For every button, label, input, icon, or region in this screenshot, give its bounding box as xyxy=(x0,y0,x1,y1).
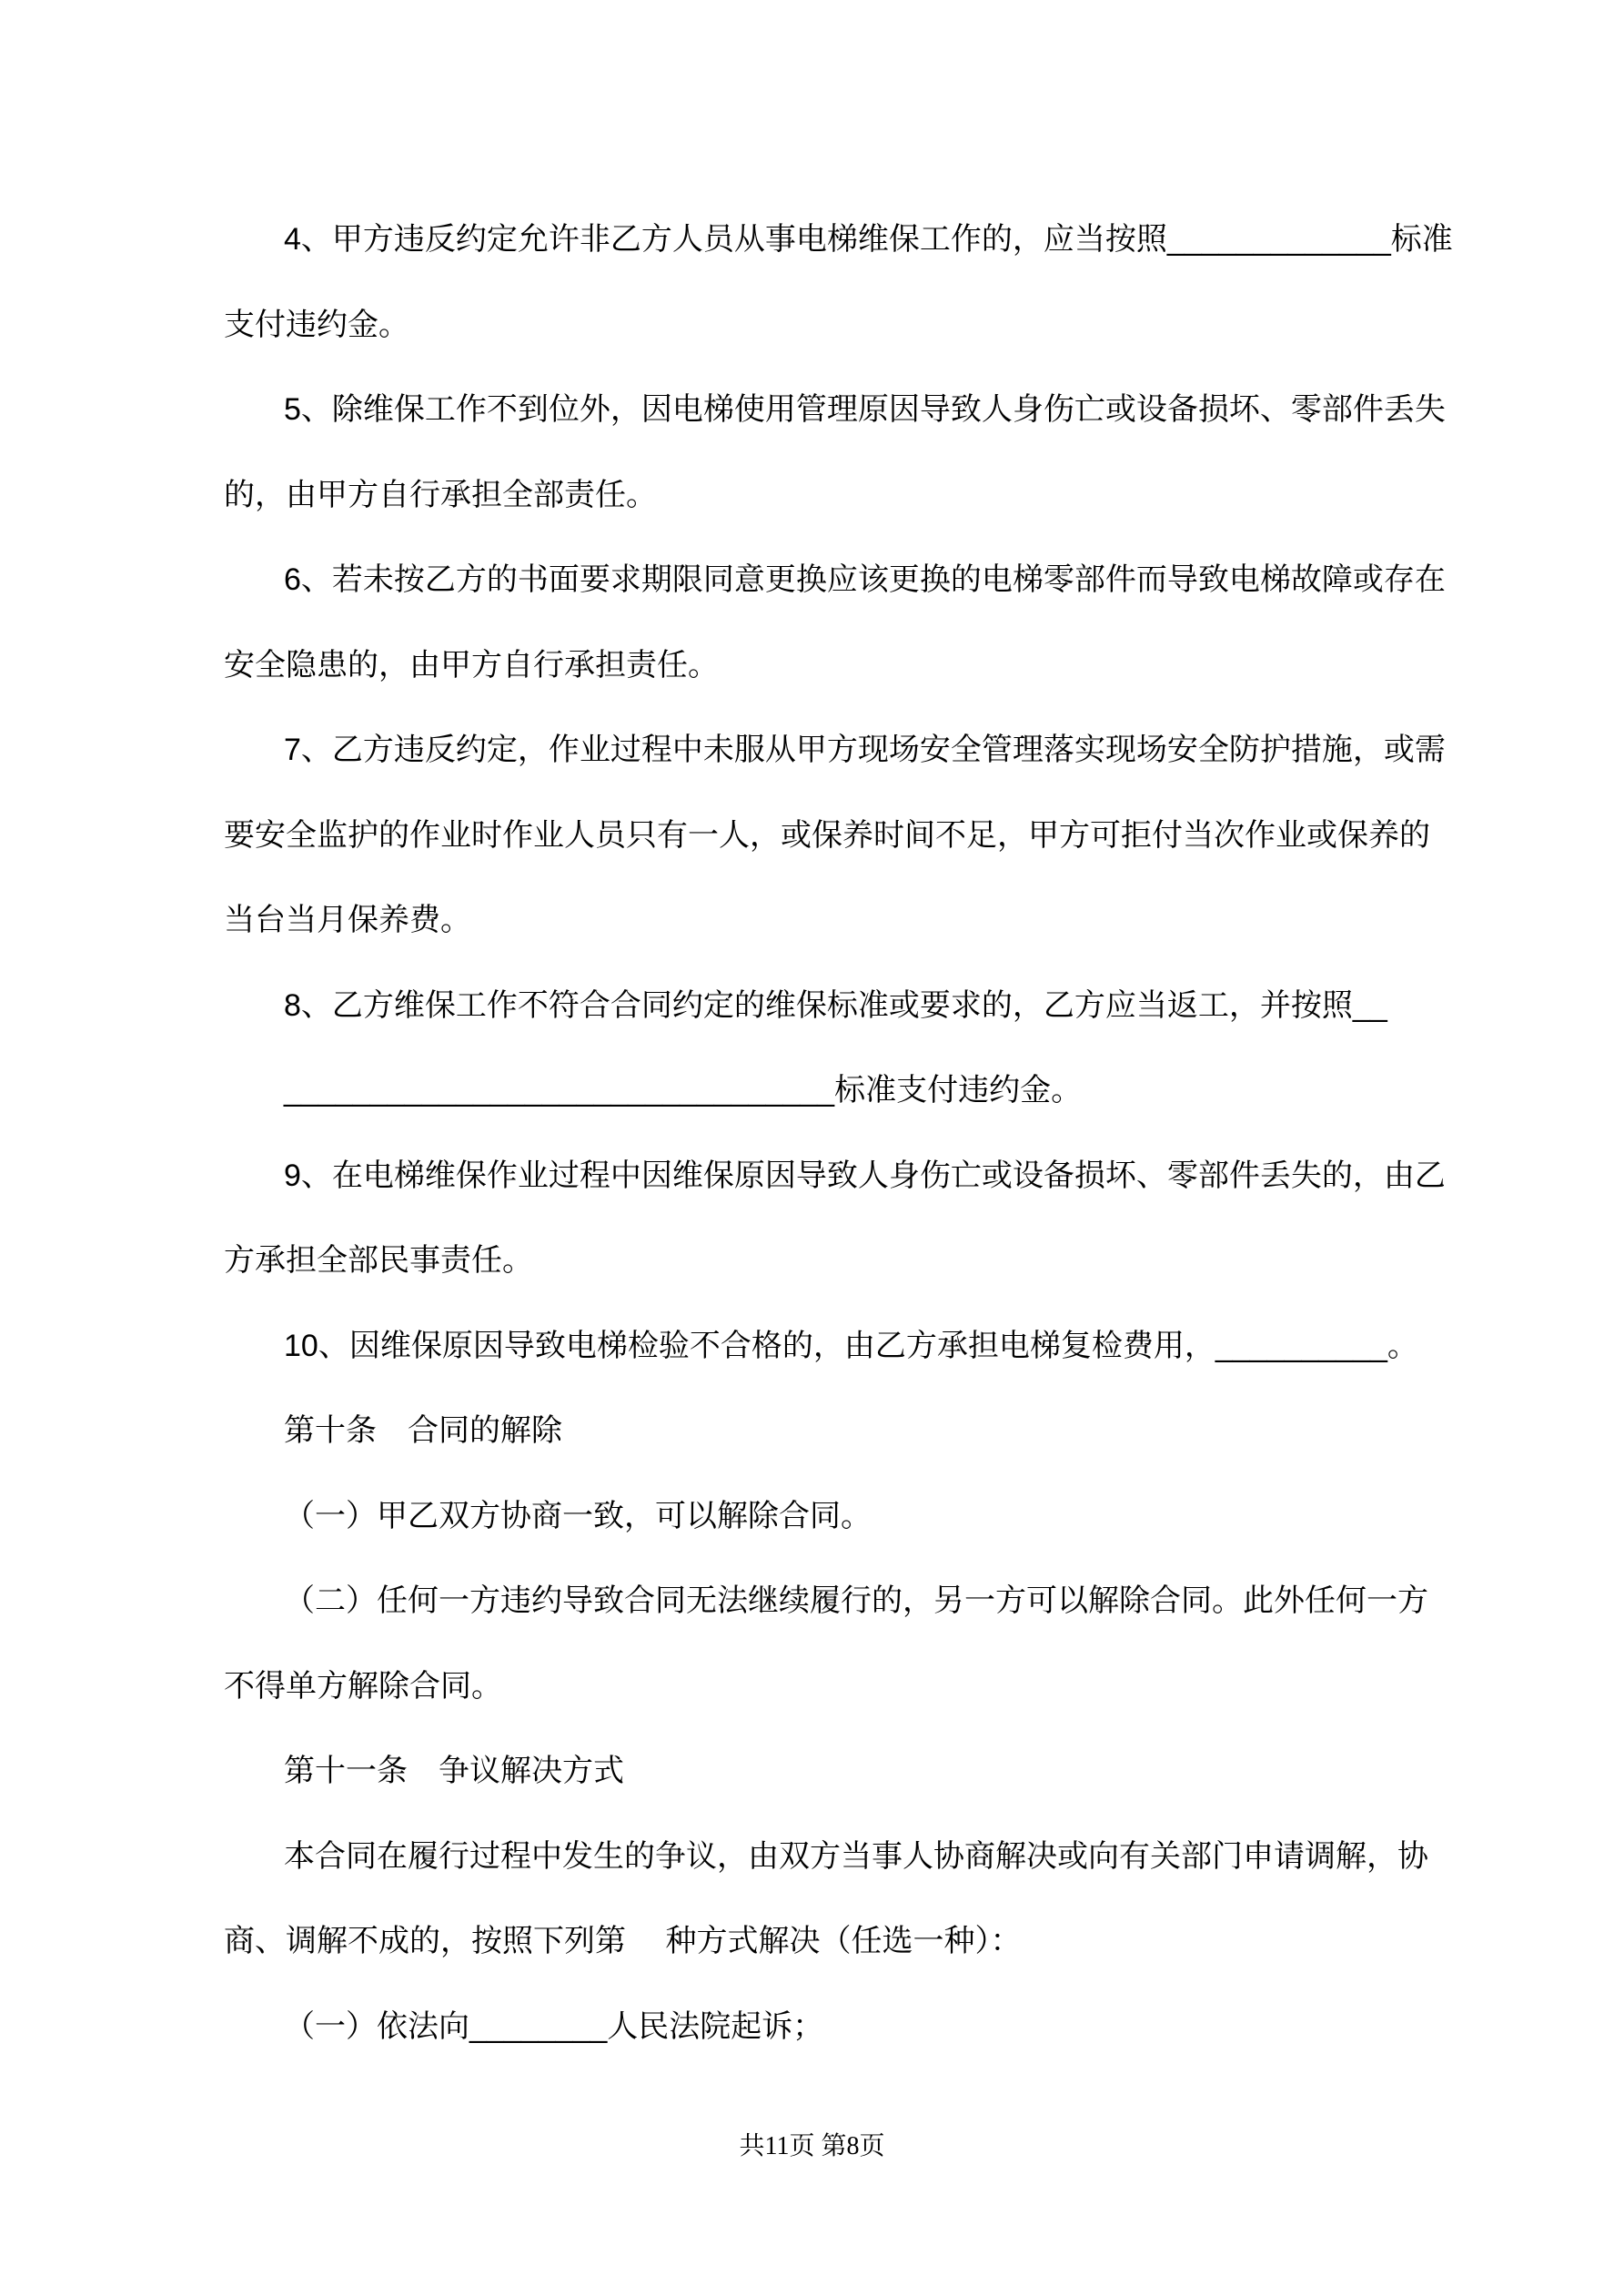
text-line: 支付违约金。 xyxy=(224,307,409,342)
page-footer: 共11页 第8页 xyxy=(739,2132,885,2160)
text-line: 的，由甲方自行承担全部责任。 xyxy=(224,477,657,512)
text-line: 不得单方解除合同。 xyxy=(224,1668,502,1704)
text-line: 6、若未按乙方的书面要求期限同意更换应该更换的电梯零部件而导致电梯故障或存在 xyxy=(284,562,1446,597)
text-line: ________________________________标准支付违约金。 xyxy=(284,1073,1083,1108)
text-line: 商、调解不成的，按照下列第 种方式解决（任选一种）： xyxy=(224,1924,1022,1958)
text-line: 当台当月保养费。 xyxy=(224,903,471,937)
text-line: （二）任何一方违约导致合同无法继续履行的，另一方可以解除合同。此外任何一方 xyxy=(284,1583,1428,1618)
text-line: （一）甲乙双方协商一致，可以解除合同。 xyxy=(284,1498,872,1533)
text-line: 要安全监护的作业时作业人员只有一人，或保养时间不足，甲方可拒付当次作业或保养的 xyxy=(224,817,1430,853)
text-line: 8、乙方维保工作不符合合同约定的维保标准或要求的，乙方应当返工，并按照__ xyxy=(284,987,1387,1023)
text-line: 方承担全部民事责任。 xyxy=(224,1243,533,1278)
text-line: 第十条 合同的解除 xyxy=(284,1413,562,1448)
text-line: 10、因维保原因导致电梯检验不合格的，由乙方承担电梯复检费用，__________。 xyxy=(284,1328,1418,1363)
text-line: 4、甲方违反约定允许非乙方人员从事电梯维保工作的，应当按照_____________标准 xyxy=(284,222,1453,257)
text-line: 本合同在履行过程中发生的争议，由双方当事人协商解决或向有关部门申请调解，协 xyxy=(284,1838,1428,1874)
text-line: 5、除维保工作不到位外，因电梯使用管理原因导致人身伤亡或设备损坏、零部件丢失 xyxy=(284,392,1446,427)
text-line: （一）依法向________人民法院起诉； xyxy=(284,2008,824,2044)
text-line: 第十一条 争议解决方式 xyxy=(284,1754,624,1788)
text-line: 7、乙方违反约定，作业过程中未服从甲方现场安全管理落实现场安全防护措施，或需 xyxy=(284,733,1446,767)
text-line: 9、在电梯维保作业过程中因维保原因导致人身伤亡或设备损坏、零部件丢失的，由乙 xyxy=(284,1158,1446,1193)
text-line: 安全隐患的，由甲方自行承担责任。 xyxy=(224,647,719,683)
body-text xyxy=(224,197,1453,2069)
